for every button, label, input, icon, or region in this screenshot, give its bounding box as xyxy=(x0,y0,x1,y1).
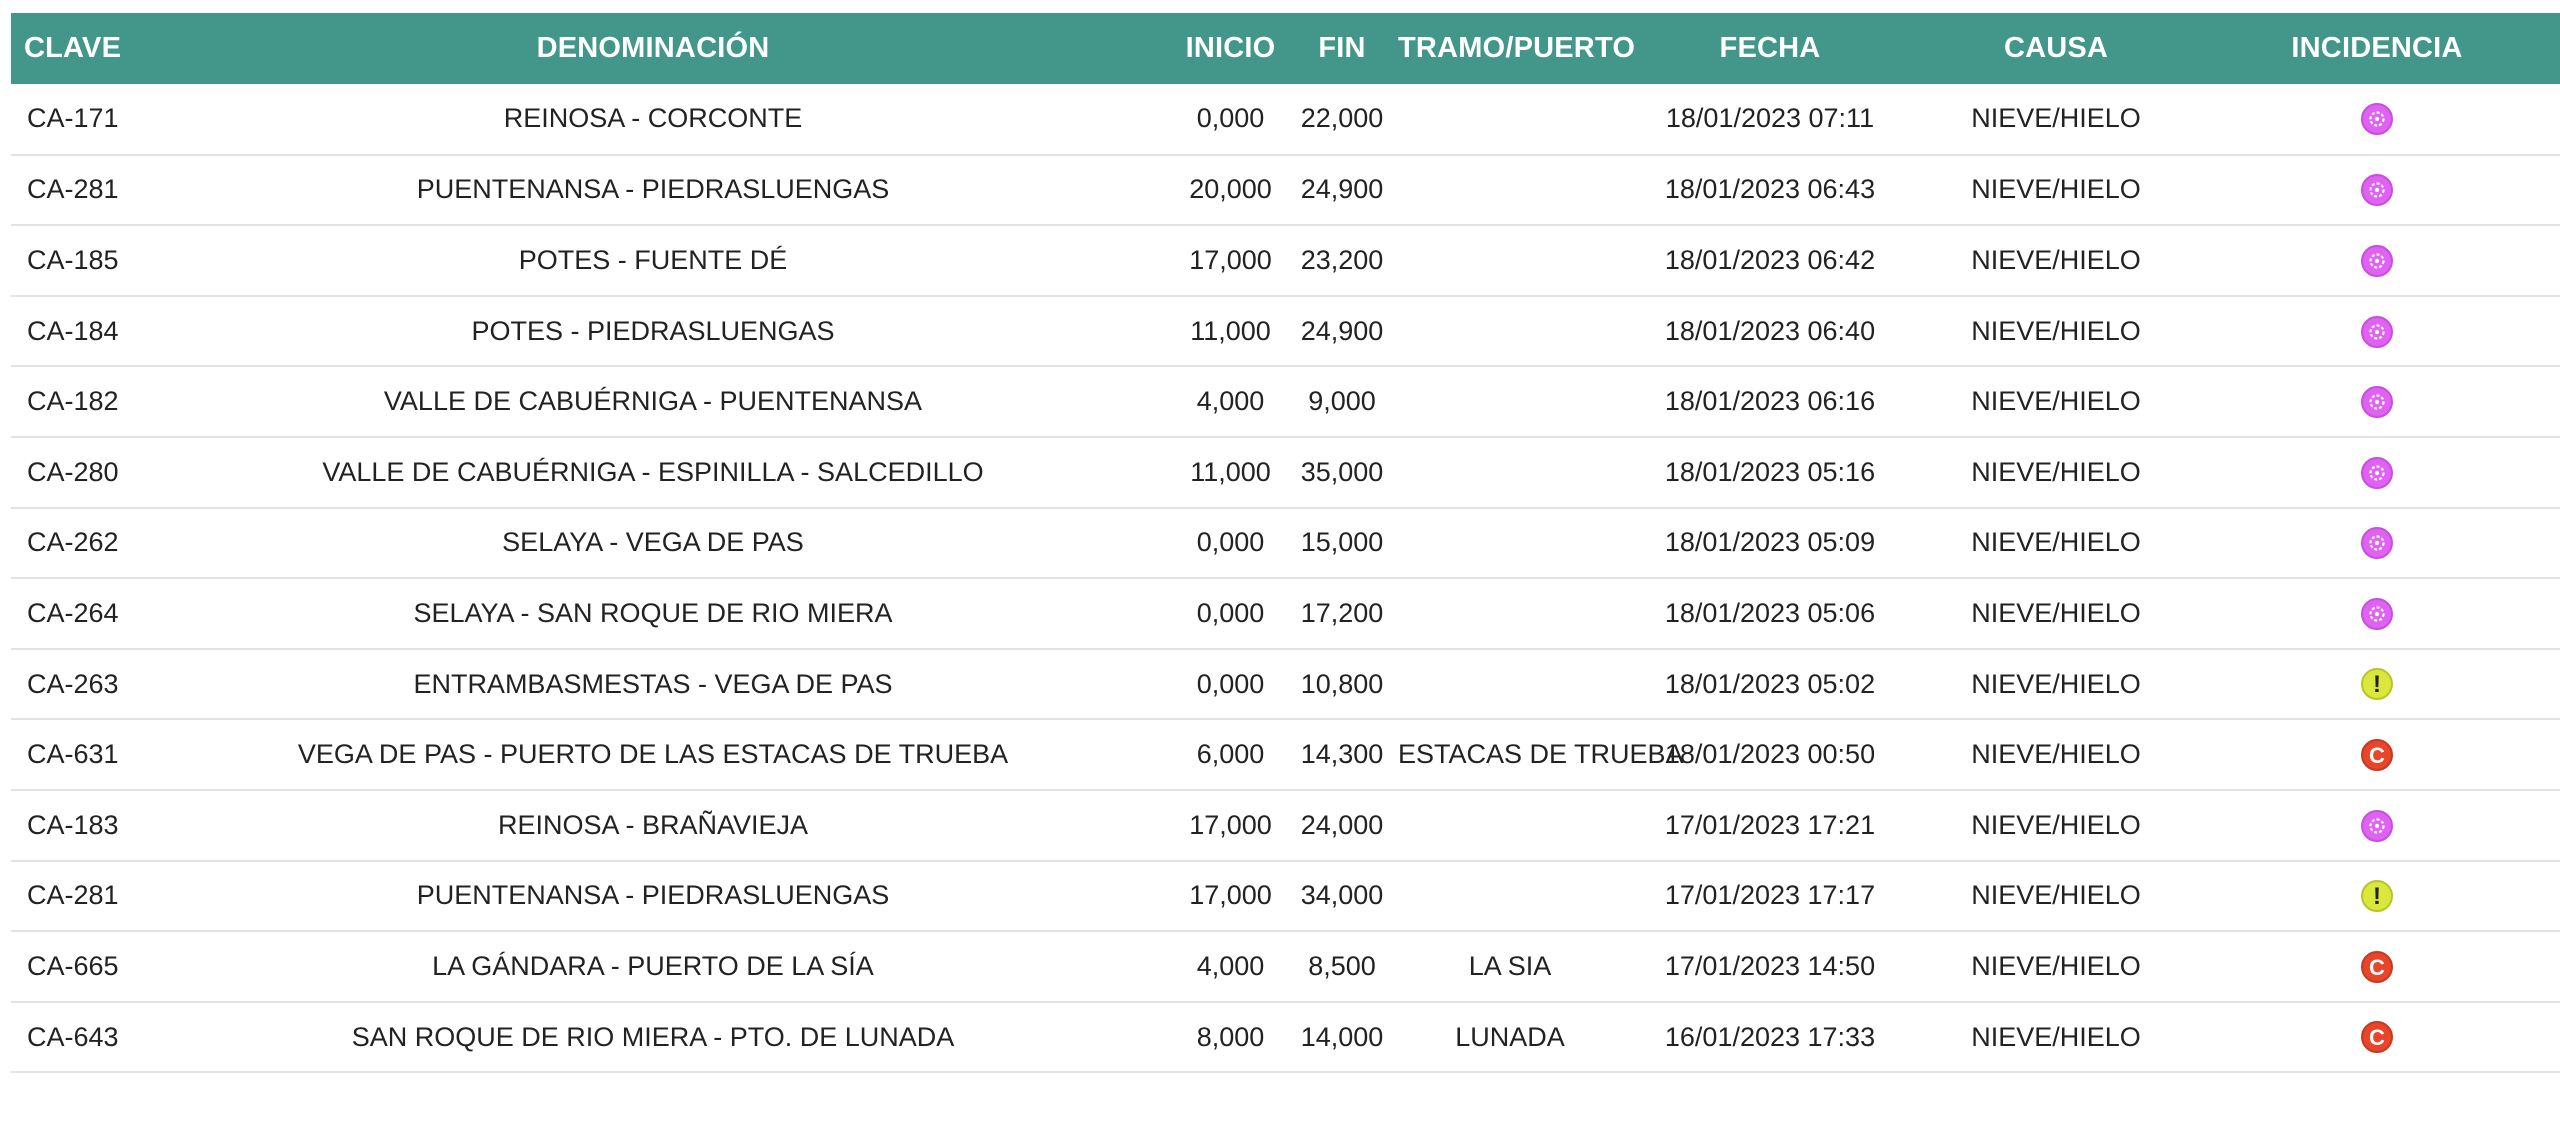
cell-incidencia xyxy=(2194,225,2560,296)
table-row xyxy=(11,1002,2560,1073)
table-row xyxy=(11,649,2560,720)
cell-inicio: 17,000 xyxy=(1189,244,1272,275)
cell-fecha: 18/01/2023 07:11 xyxy=(1665,103,1875,134)
cell-incidencia xyxy=(2194,649,2560,720)
cell-clave: CA-643 xyxy=(27,1021,119,1052)
cell-incidencia xyxy=(2194,155,2560,226)
header-inicio: INICIO xyxy=(1185,32,1276,64)
cell-tramo-puerto xyxy=(1398,155,1622,226)
cell-causa: NIEVE/HIELO xyxy=(1971,527,2141,558)
cell-fecha: 18/01/2023 05:16 xyxy=(1664,456,1876,487)
cell-causa: NIEVE/HIELO xyxy=(1971,456,2141,487)
cell-clave: CA-665 xyxy=(27,950,119,981)
warning-icon: ! xyxy=(2361,668,2393,700)
cell-fin: 14,000 xyxy=(1300,1021,1384,1052)
cell-tramo-puerto xyxy=(1398,366,1622,437)
header-fecha: FECHA xyxy=(1719,32,1821,64)
cell-incidencia xyxy=(2194,508,2560,579)
table-row xyxy=(11,225,2560,296)
cell-fecha: 18/01/2023 00:50 xyxy=(1664,739,1876,770)
cell-inicio: 4,000 xyxy=(1196,950,1265,981)
cell-inicio: 8,000 xyxy=(1196,1021,1265,1052)
cell-incidencia xyxy=(2194,84,2560,155)
snow-chains-icon xyxy=(2361,316,2393,348)
cell-fin: 10,800 xyxy=(1300,668,1384,699)
table-row xyxy=(11,931,2560,1002)
cell-inicio: 17,000 xyxy=(1189,880,1272,911)
cell-causa: NIEVE/HIELO xyxy=(1971,174,2141,205)
cell-denominacion: PUENTENANSA - PIEDRASLUENGAS xyxy=(416,174,890,205)
header-tramo-puerto: TRAMO/PUERTO xyxy=(1398,32,1636,64)
cell-tramo-puerto xyxy=(1398,437,1622,508)
cell-tramo-puerto xyxy=(1398,649,1622,720)
cell-causa: NIEVE/HIELO xyxy=(1971,739,2141,770)
closed-icon: C xyxy=(2361,739,2393,771)
snow-chains-icon xyxy=(2361,103,2393,135)
snow-chains-icon xyxy=(2361,174,2393,206)
cell-incidencia xyxy=(2194,578,2560,649)
cell-clave: CA-182 xyxy=(27,386,119,417)
cell-tramo-puerto xyxy=(1398,225,1622,296)
cell-inicio: 0,000 xyxy=(1196,103,1265,134)
cell-fin: 14,300 xyxy=(1300,739,1384,770)
table-row xyxy=(11,861,2560,932)
header-denominacion: DENOMINACIÓN xyxy=(536,32,770,64)
cell-causa: NIEVE/HIELO xyxy=(1971,244,2141,275)
snow-chains-icon xyxy=(2361,810,2393,842)
cell-denominacion: VALLE DE CABUÉRNIGA - ESPINILLA - SALCEDILLO xyxy=(322,456,984,487)
cell-fin: 34,000 xyxy=(1300,880,1384,911)
cell-fecha: 18/01/2023 05:06 xyxy=(1664,597,1876,628)
table-row xyxy=(11,508,2560,579)
cell-denominacion: POTES - FUENTE DÉ xyxy=(518,244,788,275)
table-header-row xyxy=(11,13,2560,84)
cell-fecha: 17/01/2023 17:21 xyxy=(1664,809,1876,840)
cell-denominacion: POTES - PIEDRASLUENGAS xyxy=(471,315,835,346)
cell-fin: 35,000 xyxy=(1300,456,1384,487)
cell-denominacion: LA GÁNDARA - PUERTO DE LA SÍA xyxy=(432,950,874,981)
cell-causa: NIEVE/HIELO xyxy=(1971,880,2141,911)
cell-fecha: 18/01/2023 05:02 xyxy=(1664,668,1876,699)
table-row xyxy=(11,366,2560,437)
cell-fecha: 16/01/2023 17:33 xyxy=(1664,1021,1876,1052)
cell-clave: CA-264 xyxy=(27,597,119,628)
cell-denominacion: REINOSA - BRAÑAVIEJA xyxy=(497,809,809,840)
table-row xyxy=(11,719,2560,790)
closed-icon: C xyxy=(2361,951,2393,983)
cell-inicio: 20,000 xyxy=(1189,174,1272,205)
cell-fecha: 17/01/2023 14:50 xyxy=(1664,950,1876,981)
cell-fin: 24,900 xyxy=(1300,315,1384,346)
cell-tramo-puerto xyxy=(1398,296,1622,367)
cell-incidencia xyxy=(2194,790,2560,861)
header-clave: CLAVE xyxy=(24,32,122,64)
cell-causa: NIEVE/HIELO xyxy=(1971,950,2141,981)
cell-fin: 22,000 xyxy=(1300,103,1384,134)
table-row xyxy=(11,437,2560,508)
cell-clave: CA-280 xyxy=(27,456,119,487)
cell-denominacion: PUENTENANSA - PIEDRASLUENGAS xyxy=(416,880,890,911)
cell-causa: NIEVE/HIELO xyxy=(1971,386,2141,417)
warning-icon: ! xyxy=(2361,880,2393,912)
cell-denominacion: VEGA DE PAS - PUERTO DE LAS ESTACAS DE TRUEBA xyxy=(297,739,1009,770)
table-row xyxy=(11,84,2560,155)
cell-clave: CA-631 xyxy=(27,739,119,770)
cell-fecha: 18/01/2023 06:16 xyxy=(1664,386,1876,417)
cell-fecha: 17/01/2023 17:17 xyxy=(1664,880,1876,911)
table-row xyxy=(11,296,2560,367)
cell-inicio: 4,000 xyxy=(1196,386,1265,417)
cell-incidencia xyxy=(2194,719,2560,790)
cell-tramo-puerto xyxy=(1398,578,1622,649)
table-body xyxy=(11,84,2560,1072)
cell-fin: 8,500 xyxy=(1308,950,1376,981)
cell-fin: 9,000 xyxy=(1308,386,1376,417)
cell-tramo-puerto: LUNADA xyxy=(1455,1021,1565,1052)
cell-causa: NIEVE/HIELO xyxy=(1971,597,2141,628)
snow-chains-icon xyxy=(2361,598,2393,630)
cell-tramo-puerto xyxy=(1398,84,1622,155)
cell-fecha: 18/01/2023 06:42 xyxy=(1664,244,1876,275)
table-row xyxy=(11,790,2560,861)
cell-causa: NIEVE/HIELO xyxy=(1971,809,2141,840)
cell-inicio: 0,000 xyxy=(1196,597,1265,628)
header-incidencia: INCIDENCIA xyxy=(2291,32,2463,64)
snow-chains-icon xyxy=(2361,245,2393,277)
cell-tramo-puerto xyxy=(1398,508,1622,579)
cell-incidencia xyxy=(2194,861,2560,932)
snow-chains-icon xyxy=(2361,386,2393,418)
cell-clave: CA-185 xyxy=(27,244,119,275)
header-fin: FIN xyxy=(1318,32,1366,64)
cell-fin: 17,200 xyxy=(1300,597,1384,628)
cell-clave: CA-184 xyxy=(27,315,119,346)
cell-inicio: 0,000 xyxy=(1196,668,1265,699)
cell-fin: 24,000 xyxy=(1300,809,1384,840)
cell-tramo-puerto: LA SIA xyxy=(1468,950,1552,981)
incidents-table-container xyxy=(11,13,2560,1073)
table-row xyxy=(11,578,2560,649)
cell-denominacion: VALLE DE CABUÉRNIGA - PUENTENANSA xyxy=(383,386,923,417)
road-incidents-table xyxy=(11,13,2560,1073)
cell-fin: 15,000 xyxy=(1300,527,1384,558)
cell-fecha: 18/01/2023 05:09 xyxy=(1664,527,1876,558)
cell-clave: CA-281 xyxy=(27,174,119,205)
cell-inicio: 0,000 xyxy=(1196,527,1265,558)
cell-tramo-puerto xyxy=(1398,790,1622,861)
table-row xyxy=(11,155,2560,226)
cell-denominacion: SELAYA - VEGA DE PAS xyxy=(502,527,804,558)
cell-incidencia xyxy=(2194,366,2560,437)
closed-icon: C xyxy=(2361,1021,2393,1053)
cell-fin: 24,900 xyxy=(1300,174,1384,205)
cell-fecha: 18/01/2023 06:40 xyxy=(1664,315,1876,346)
cell-incidencia xyxy=(2194,1002,2560,1073)
cell-tramo-puerto: ESTACAS DE TRUEBA xyxy=(1398,739,1684,770)
cell-causa: NIEVE/HIELO xyxy=(1971,103,2141,134)
cell-incidencia xyxy=(2194,437,2560,508)
cell-clave: CA-171 xyxy=(27,103,119,134)
cell-clave: CA-262 xyxy=(27,527,119,558)
snow-chains-icon xyxy=(2361,527,2393,559)
cell-denominacion: SAN ROQUE DE RIO MIERA - PTO. DE LUNADA xyxy=(351,1021,955,1052)
cell-clave: CA-263 xyxy=(27,668,119,699)
cell-incidencia xyxy=(2194,296,2560,367)
cell-fin: 23,200 xyxy=(1300,244,1384,275)
cell-clave: CA-281 xyxy=(27,880,119,911)
cell-clave: CA-183 xyxy=(27,809,119,840)
cell-tramo-puerto xyxy=(1398,861,1622,932)
cell-inicio: 17,000 xyxy=(1189,809,1272,840)
cell-causa: NIEVE/HIELO xyxy=(1971,668,2141,699)
header-causa: CAUSA xyxy=(2003,32,2109,64)
cell-causa: NIEVE/HIELO xyxy=(1971,1021,2141,1052)
cell-causa: NIEVE/HIELO xyxy=(1971,315,2141,346)
cell-fecha: 18/01/2023 06:43 xyxy=(1664,174,1876,205)
cell-inicio: 6,000 xyxy=(1196,739,1265,770)
snow-chains-icon xyxy=(2361,457,2393,489)
cell-denominacion: REINOSA - CORCONTE xyxy=(503,103,803,134)
cell-inicio: 11,000 xyxy=(1190,456,1271,487)
cell-denominacion: SELAYA - SAN ROQUE DE RIO MIERA xyxy=(413,597,893,628)
cell-denominacion: ENTRAMBASMESTAS - VEGA DE PAS xyxy=(413,668,893,699)
cell-inicio: 11,000 xyxy=(1190,315,1271,346)
cell-incidencia xyxy=(2194,931,2560,1002)
